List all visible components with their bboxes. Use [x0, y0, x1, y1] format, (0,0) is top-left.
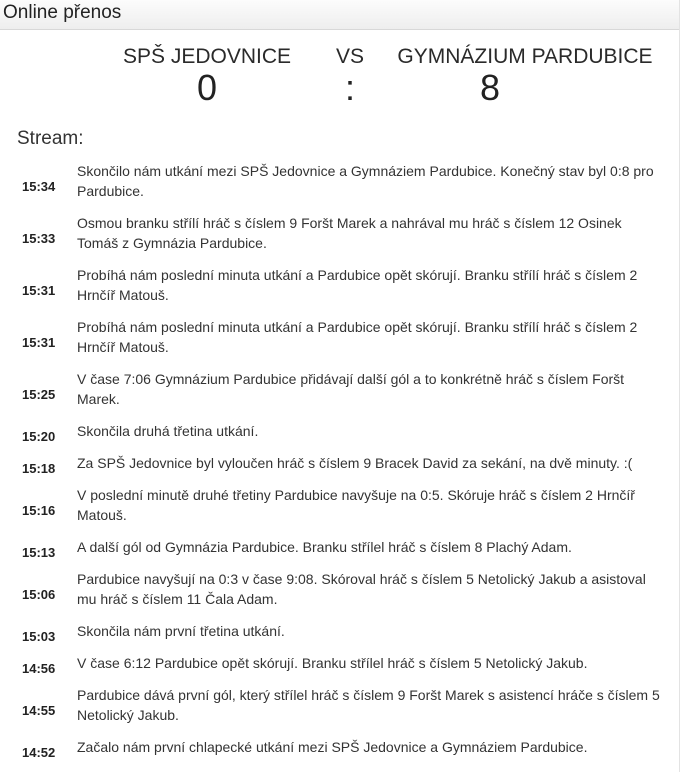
- entry-text: Probíhá nám poslední minuta utkání a Pardubice opět skórují. Branku střílí hráč s číslem 2 Hrnčíř Matouš.: [77, 319, 638, 355]
- stream-entry: [0, 532, 680, 564]
- scoreboard: [0, 30, 679, 108]
- stream-entry: [0, 680, 680, 732]
- entry-text: Probíhá nám poslední minuta utkání a Pardubice opět skórují. Branku střílí hráč s číslem 2 Hrnčíř Matouš.: [77, 267, 638, 303]
- entry-time: 15:16: [22, 503, 56, 518]
- stream-entry: [0, 156, 680, 208]
- entry-text: Skončila nám první třetina utkání.: [77, 623, 285, 639]
- stream-list: [0, 156, 680, 764]
- entry-time: 14:55: [22, 703, 56, 718]
- stream-title: Stream:: [17, 128, 84, 149]
- entry-text: A další gól od Gymnázia Pardubice. Branku střílel hráč s číslem 8 Plachý Adam.: [77, 539, 572, 555]
- entry-time: 15:03: [22, 629, 56, 644]
- entry-time: 15:31: [22, 283, 56, 298]
- entry-time: 15:34: [22, 179, 56, 194]
- panel-title: Online přenos: [3, 2, 122, 23]
- stream-entry: [0, 448, 680, 480]
- entry-text: Osmou branku střílí hráč s číslem 9 Foršt Marek a nahrával mu hráč s číslem 12 Osinek Tomáš z Gymnázia Pardubice.: [77, 215, 622, 251]
- entry-time: 15:25: [22, 387, 56, 402]
- stream-entry: [0, 616, 680, 648]
- stream-entry: [0, 260, 680, 312]
- entry-text: V čase 6:12 Pardubice opět skórují. Branku střílel hráč s číslem 5 Netolický Jakub.: [77, 655, 588, 671]
- entry-text: Skončila druhá třetina utkání.: [77, 423, 259, 439]
- stream-entry: [0, 648, 680, 680]
- score-separator: :: [344, 67, 355, 108]
- entry-text: Pardubice dává první gól, který střílel hráč s číslem 9 Foršt Marek s asistencí hráče s číslem 5 Netolický Jakub.: [77, 687, 660, 723]
- stream-entry: [0, 732, 680, 764]
- entry-text: Skončilo nám utkání mezi SPŠ Jedovnice a Gymnáziem Pardubice. Konečný stav byl 0:8 pro Pardubice.: [77, 163, 654, 199]
- entry-text: Začalo nám první chlapecké utkání mezi SPŠ Jedovnice a Gymnáziem Pardubice.: [77, 739, 588, 755]
- entry-text: Pardubice navyšují na 0:3 v čase 9:08. Skóroval hráč s číslem 5 Netolický Jakub a asistoval mu hráč s číslem 11 Čala Adam.: [77, 571, 646, 607]
- entry-time: 15:18: [22, 461, 56, 476]
- away-score: 8: [479, 67, 501, 108]
- stream-entry: [0, 208, 680, 260]
- entry-time: 15:20: [22, 429, 56, 444]
- stream-entry: [0, 416, 680, 448]
- entry-time: 14:52: [22, 745, 56, 760]
- stream-entry: [0, 364, 680, 416]
- entry-time: 15:33: [22, 231, 56, 246]
- stream-entry: [0, 564, 680, 616]
- entry-time: 15:31: [22, 335, 56, 350]
- vs-label: VS: [335, 45, 364, 68]
- panel-header: [0, 0, 679, 30]
- stream-entry: [0, 480, 680, 532]
- entry-text: Za SPŠ Jedovnice byl vyloučen hráč s číslem 9 Bracek David za sekání, na dvě minuty. :(: [77, 455, 633, 471]
- home-team-name: SPŠ JEDOVNICE: [122, 45, 292, 68]
- entry-time: 15:13: [22, 545, 56, 560]
- entry-text: V čase 7:06 Gymnázium Pardubice přidávají další gól a to konkrétně hráč s číslem Foršt Marek.: [77, 371, 625, 407]
- entry-time: 14:56: [22, 661, 56, 676]
- away-team-name: GYMNÁZIUM PARDUBICE: [397, 45, 653, 68]
- entry-time: 15:06: [22, 587, 56, 602]
- home-score: 0: [196, 67, 218, 108]
- stream-entry: [0, 312, 680, 364]
- entry-text: V poslední minutě druhé třetiny Pardubice navyšuje na 0:5. Skóruje hráč s číslem 2 Hrnčíř Matouš.: [77, 487, 635, 523]
